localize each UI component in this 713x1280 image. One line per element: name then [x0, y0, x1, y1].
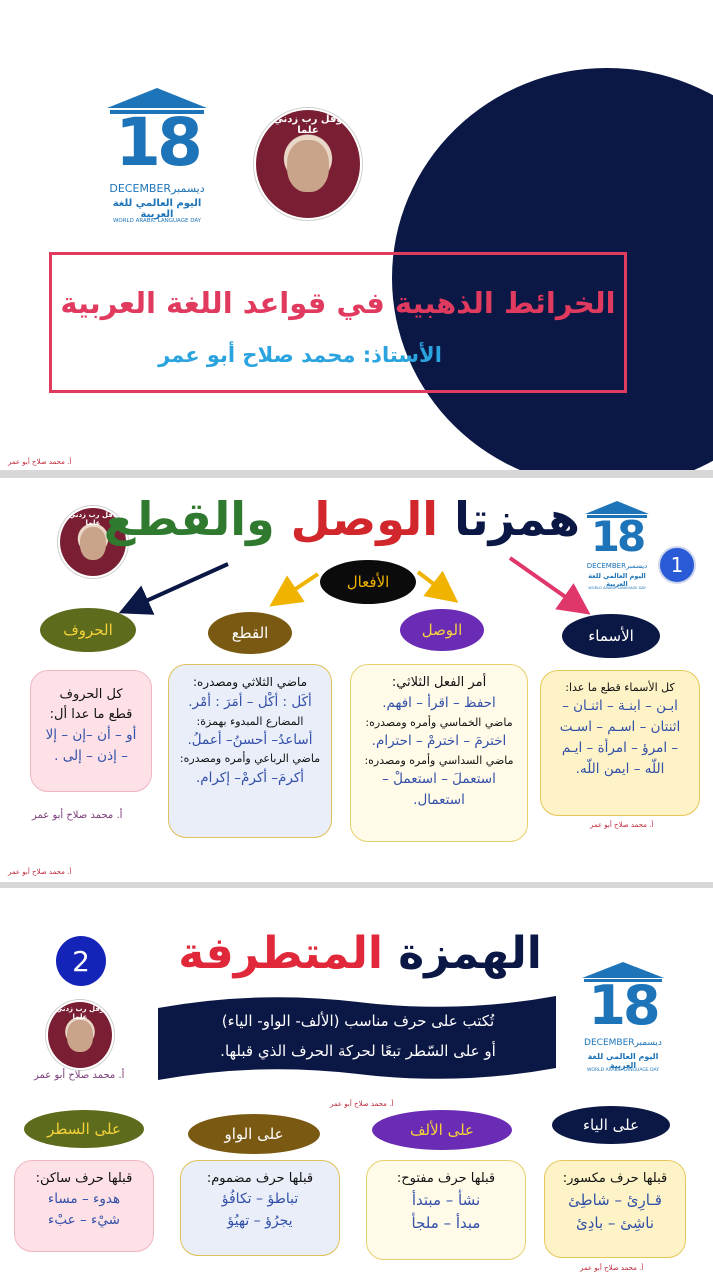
banner-credit: أ. محمد صلاح أبو عمر	[330, 1100, 394, 1108]
asmaa-box-line-4: – امرؤ – امرأة – ايـم	[561, 739, 679, 756]
category-pill-yaa: على الياء	[552, 1106, 670, 1144]
asmaa-box-line-1: كل الأسماء قطع ما عدا:	[565, 681, 675, 694]
yaa-box-line-1: قبلها حرف مكسور:	[562, 1171, 668, 1186]
slide-title	[150, 928, 570, 979]
qat-box-line-3: المضارع المبدوء بهمزة:	[196, 714, 304, 728]
yaa-box-line-2: قـارِئ – شاطِئ	[568, 1191, 662, 1210]
slide-separator	[0, 470, 713, 478]
waw-box-line-1: قبلها حرف مضموم:	[206, 1171, 314, 1186]
slide-3	[0, 888, 713, 1280]
banner-line-1: تُكتب على حرف مناسب (الألف- الواو- الياء)	[221, 1012, 495, 1030]
wasl-box-line-6: استعملَ – استعملْ – استعمال.	[382, 771, 496, 808]
qat-box-line-1: ماضي الثلاثي ومصدره:	[192, 675, 308, 689]
category-pill-alif: على الألف	[372, 1110, 512, 1150]
banner-line-2: أو على السّطر تبعًا لحركة الحرف الذي قبلها.	[220, 1042, 496, 1060]
teacher-name: الأستاذ: محمد صلاح أبو عمر	[158, 343, 442, 367]
logo-english-name: WORLD ARABIC LANGUAGE DAY	[586, 1068, 660, 1073]
huruf-box	[30, 670, 152, 792]
alif-box-line-3: مبدأ – ملجأ	[411, 1214, 481, 1233]
avatar-credit: أ. محمد صلاح أبو عمر	[34, 1070, 125, 1081]
avatar-motto: وقل رب زدني علما	[68, 510, 118, 527]
satr-box-line-1: قبلها حرف ساكن:	[35, 1171, 133, 1186]
qat-box-line-2: أكَل : أكْل – أمَرَ : أمْر.	[188, 693, 312, 710]
title-part-hamza: الهمزة	[382, 928, 542, 979]
slide-number-badge: 2	[56, 936, 106, 986]
yaa-box	[544, 1160, 686, 1258]
credit-signature: أ. محمد صلاح أبو عمر	[8, 458, 72, 466]
huruf-box-line-4: – إذن – إلى .	[54, 748, 128, 765]
title-part-qat: والقطع	[103, 492, 275, 546]
avatar-motto: وقل رب زدني علما	[55, 1004, 105, 1021]
teacher-avatar	[254, 108, 362, 220]
category-pill-waw: على الواو	[188, 1114, 320, 1154]
logo-month-ar: ديسمبر	[625, 562, 648, 570]
slide-number-badge: 1	[658, 546, 696, 584]
logo-month: DECEMBER	[584, 1038, 635, 1048]
huruf-box-line-2: قطع ما عدا أل:	[49, 707, 133, 723]
logo-month: DECEMBER	[109, 182, 172, 195]
category-pill-huruf: الحروف	[40, 608, 136, 652]
credit-signature: أ. محمد صلاح أبو عمر	[8, 868, 72, 876]
yaa-box-credit: أ. محمد صلاح أبو عمر	[580, 1264, 644, 1272]
wasl-box-line-3: ماضي الخماسي وأمره ومصدره:	[365, 716, 513, 730]
asmaa-box-line-2: ابـن – ابنـة – اثنـان –	[562, 698, 678, 715]
qat-box	[168, 664, 332, 838]
banner-shape	[158, 990, 556, 1086]
huruf-box-line-3: أو – أن –إن – إلا	[45, 727, 137, 744]
satr-box-line-2: هدوء – مساء	[47, 1191, 121, 1208]
yaa-box-line-3: ناشِئ – بادِئ	[575, 1214, 655, 1233]
slide-2	[0, 478, 713, 882]
alif-box-line-1: قبلها حرف مفتوح:	[396, 1171, 496, 1186]
qat-box-line-4: أساعدُ– أحسنُ– أعملُ.	[187, 731, 313, 748]
asmaa-box-credit: أ. محمد صلاح أبو عمر	[590, 821, 654, 829]
category-pill-satr: على السطر	[24, 1110, 144, 1148]
title-part-mutatarrifa: المتطرفة	[178, 928, 383, 979]
wasl-box-line-2: احفظ – اقرأ – افهم.	[382, 695, 496, 712]
world-arabic-day-logo	[578, 960, 668, 1080]
logo-english-name: WORLD ARABIC LANGUAGE DAY	[112, 218, 202, 224]
alif-box	[366, 1160, 526, 1260]
category-pill-wasl: الوصل	[400, 609, 484, 651]
logo-arabic-name: اليوم العالمي للغة العربية	[588, 572, 646, 588]
asmaa-box-line-5: اللّه – ايمن اللّه.	[575, 760, 665, 777]
satr-box	[14, 1160, 154, 1252]
category-pill-qat: القطع	[208, 612, 292, 654]
asmaa-box-line-3: اثنتان – اسـم – اسـت	[559, 718, 681, 735]
logo-number: 18	[115, 104, 199, 181]
huruf-box-credit: أ. محمد صلاح أبو عمر	[32, 810, 123, 821]
wasl-box	[350, 664, 528, 842]
main-title: الخرائط الذهبية في قواعد اللغة العربية	[60, 286, 616, 320]
waw-box-line-3: يجرُؤ – تهيُؤ	[227, 1212, 293, 1229]
avatar-motto: وقل رب زدني علما	[273, 114, 343, 137]
title-part-hamzata: همزتا	[438, 492, 580, 546]
teacher-avatar	[46, 1000, 114, 1070]
logo-arabic-name: اليوم العالمي للغة العربية	[112, 198, 202, 220]
logo-month: DECEMBER	[586, 562, 626, 570]
qat-box-line-5: ماضي الرباعي وأمره ومصدره:	[179, 752, 321, 766]
waw-box	[180, 1160, 340, 1256]
logo-number: 18	[588, 974, 658, 1037]
logo-arabic-name: اليوم العالمي للغة العربية	[587, 1052, 659, 1070]
logo-month-ar: ديسمبر	[634, 1038, 662, 1048]
category-pill-asmaa: الأسماء	[562, 614, 660, 658]
title-part-wasl: الوصل	[274, 492, 439, 546]
asmaa-box	[540, 670, 700, 816]
wasl-box-line-4: اخترمَ – اخترمْ – احترام.	[371, 733, 507, 750]
logo-number: 18	[590, 512, 644, 561]
wasl-box-line-1: أمر الفعل الثلاثي:	[391, 675, 487, 690]
logo-english-name: WORLD ARABIC LANGUAGE DAY	[588, 586, 646, 590]
waw-box-line-2: تباطؤ – تكافُؤ	[221, 1191, 299, 1208]
qat-box-line-6: أكرمَ– أكرمْ– إكرام.	[195, 769, 305, 786]
alif-box-line-2: نشأ – مبتدأ	[411, 1191, 481, 1210]
huruf-box-line-1: كل الحروف	[59, 687, 123, 702]
wasl-box-line-5: ماضي السداسي وأمره ومصدره:	[364, 754, 514, 768]
title-frame	[49, 252, 627, 393]
slide-1	[0, 0, 713, 470]
center-pill-verbs: الأفعال	[320, 560, 416, 604]
satr-box-line-3: شيْء – عبْء	[48, 1212, 120, 1229]
world-arabic-day-logo	[102, 86, 212, 236]
logo-month-ar: ديسمبر	[171, 182, 205, 195]
